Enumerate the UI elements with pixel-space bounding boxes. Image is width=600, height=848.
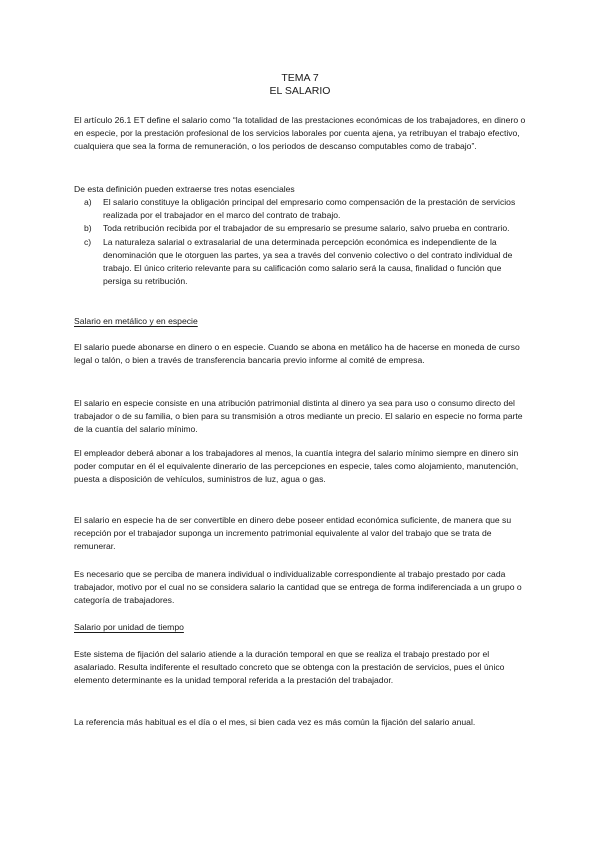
note-text: La naturaleza salarial o extrasalarial de una determinada percepción económica es independiente de la denominación que le otorguen las partes, ya sea a través del convenio colectivo o del contrato individual de trabajo. El único criterio relevante para su calificación como salario será la causa, finalidad o función que persiga su retribución. [103, 236, 513, 287]
section-heading-metalico-especie: Salario en metálico y en especie [74, 316, 198, 326]
paragraph: El salario en especie consiste en una atribución patrimonial distinta al dinero ya sea para uso o consumo directo del trabajador o de su familia, o bien para su transmisión a otros mediante un precio. El salario en especie no forma parte de la cuantía del salario mínimo. [74, 398, 523, 435]
title-line-1: TEMA 7 [281, 72, 319, 84]
list-item [84, 222, 520, 235]
paragraph: La referencia más habitual es el día o el mes, si bien cada vez es más común la fijación del salario anual. [74, 717, 476, 727]
paragraph: El empleador deberá abonar a los trabajadores al menos, la cuantía integra del salario mínimo siempre en dinero sin poder computar en él el equivalente dinerario de las percepciones en especie, tales como alojamiento, manutención, puesta a disposición de vehículos, suministros de luz, agua o gas. [74, 448, 519, 485]
list-marker: b) [84, 223, 92, 234]
list-marker: a) [84, 197, 92, 207]
list-item [84, 236, 520, 289]
notes-lead: De esta definición pueden extraerse tres notas esenciales [74, 184, 295, 194]
title-line-2: EL SALARIO [269, 85, 331, 97]
list-marker: c) [84, 236, 92, 247]
notes-list [84, 196, 520, 288]
list-item [84, 196, 520, 222]
section-heading-unidad-tiempo: Salario por unidad de tiempo [74, 622, 184, 632]
document-title [74, 72, 526, 98]
paragraph: El salario en especie ha de ser convertible en dinero debe poseer entidad económica suficiente, de manera que su recepción por el trabajador suponga un incremento patrimonial equivalente al valor del trabajo que se trata de remunerar. [74, 515, 512, 552]
intro-paragraph: El artículo 26.1 ET define el salario como “la totalidad de las prestaciones económicas de los trabajadores, en dinero o en especie, por la prestación profesional de los servicios laborales por cuenta ajena, ya retribuyan el trabajo efectivo, cualquiera que sea la forma de remuneración, o los periodos de descanso computables como de trabajo”. [74, 115, 526, 152]
paragraph: Este sistema de fijación del salario atiende a la duración temporal en que se realiza el trabajo prestado por el asalariado. Resulta indiferente el resultado concreto que se obtenga con la prestación de servicios, pues el único elemento determinante es la unidad temporal referida a la prestación del trabajador. [74, 649, 505, 686]
note-text: El salario constituye la obligación principal del empresario como compensación de la prestación de servicios realizada por el trabajador en el marco del contrato de trabajo. [103, 197, 516, 221]
paragraph: El salario puede abonarse en dinero o en especie. Cuando se abona en metálico ha de hacerse en moneda de curso legal o talón, o bien a través de transferencia bancaria previo informe al comité de empresa. [74, 342, 520, 366]
note-text: Toda retribución recibida por el trabajador de su empresario se presume salario, salvo prueba en contrario. [103, 223, 510, 234]
paragraph: Es necesario que se perciba de manera individual o individualizable correspondiente al trabajo prestado por cada trabajador, motivo por el cual no se considera salario la cantidad que se entrega de forma indiferenciada a un grupo o categoría de trabajadores. [74, 569, 522, 606]
